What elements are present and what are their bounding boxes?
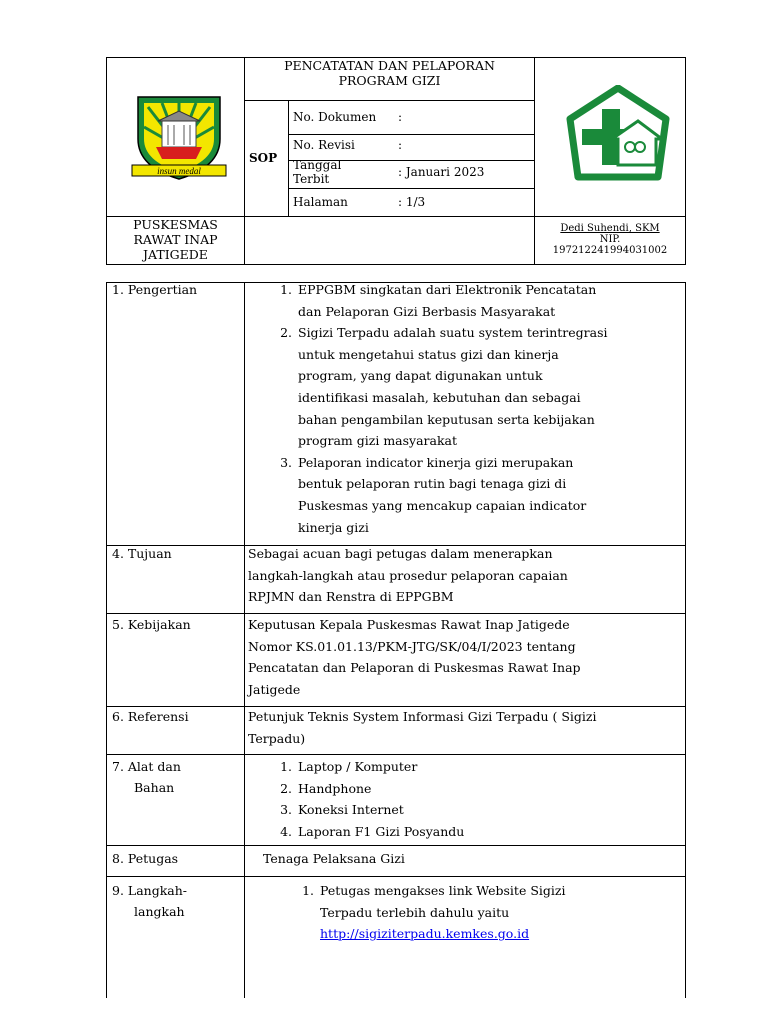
list-item: 3. Pelaporan indicator kinerja gizi merupakan bbox=[280, 454, 574, 470]
signer-name: Dedi Suhendi, SKM bbox=[560, 223, 660, 234]
field-no-revisi-value: : bbox=[398, 138, 403, 152]
label-referensi: 6. Referensi bbox=[112, 709, 189, 724]
sigizi-link[interactable]: http://sigiziterpadu.kemkes.go.id bbox=[320, 926, 530, 942]
org-line1: PUSKESMAS bbox=[133, 217, 218, 232]
signer-nip: 197212241994031002 bbox=[552, 245, 668, 256]
sop-body-table bbox=[106, 282, 686, 998]
list-item: 1. EPPGBM singkatan dari Elektronik Pencatatan bbox=[280, 282, 597, 297]
kebijakan-text: Keputusan Kepala Puskesmas Rawat Inap Jatigede Nomor KS.01.01.13/PKM-JTG/SK/04/I/2023 tentang Pencatatan dan Pelaporan di Puskesmas Rawat Inap Jatigede bbox=[248, 617, 581, 697]
label-petugas: 8. Petugas bbox=[112, 851, 179, 866]
org-line2: RAWAT INAP bbox=[133, 232, 218, 247]
sop-header bbox=[106, 57, 686, 264]
list-item: 1. Petugas mengakses link Website Sigizi bbox=[302, 883, 566, 898]
list-item: 1. Laptop / Komputer bbox=[280, 759, 418, 774]
doc-title-line1: PENCATATAN DAN PELAPORAN bbox=[284, 58, 495, 73]
field-halaman-value: : 1/3 bbox=[398, 195, 426, 209]
puskesmas-logo bbox=[558, 85, 678, 195]
list-item: 3. Koneksi Internet bbox=[280, 802, 404, 818]
referensi-text: Petunjuk Teknis System Informasi Gizi Terpadu ( Sigizi Terpadu) bbox=[248, 709, 597, 746]
sop-label: SOP bbox=[249, 151, 278, 165]
list-item: 2. Handphone bbox=[280, 780, 372, 796]
doc-title-line2: PROGRAM GIZI bbox=[338, 73, 441, 88]
list-item: 2. Sigizi Terpadu adalah suatu system terintregrasi bbox=[280, 325, 608, 341]
field-no-revisi-label: No. Revisi bbox=[293, 138, 355, 152]
logo-motto: insun medal bbox=[157, 166, 201, 176]
field-no-dokumen-label: No. Dokumen bbox=[293, 110, 377, 124]
alat-list bbox=[270, 756, 464, 842]
field-tanggal-terbit-value: : Januari 2023 bbox=[398, 165, 485, 179]
field-no-dokumen-value: : bbox=[398, 110, 403, 124]
regency-logo bbox=[126, 87, 232, 187]
label-kebijakan: 5. Kebijakan bbox=[112, 617, 191, 632]
list-item: 4. Laporan F1 Gizi Posyandu bbox=[280, 823, 465, 839]
label-pengertian: 1. Pengertian bbox=[112, 282, 198, 297]
field-tanggal-terbit-label: Tanggal Terbit bbox=[293, 158, 342, 186]
signer-nip-label: NIP. bbox=[599, 234, 621, 245]
field-halaman-label: Halaman bbox=[293, 195, 348, 209]
label-langkah: 9. Langkah- langkah bbox=[112, 883, 188, 919]
langkah-list: 1. Petugas mengakses link Website Sigizi Terpadu terlebih dahulu yaitu http://sigiziterpadu.kemkes.go.id bbox=[292, 880, 565, 945]
org-line3: JATIGEDE bbox=[143, 247, 208, 262]
petugas-text: Tenaga Pelaksana Gizi bbox=[263, 851, 405, 866]
label-tujuan: 4. Tujuan bbox=[112, 546, 172, 561]
label-alat-bahan: 7. Alat dan Bahan bbox=[112, 759, 181, 795]
pengertian-list: 1. EPPGBM singkatan dari Elektronik Pencatatan dan Pelaporan Gizi Berbasis Masyarakat 2. Sigizi Terpadu adalah suatu system terintregrasi untuk mengetahui status gizi dan kinerja program, yang dapat digunakan untuk identifikasi masalah, kebutuhan dan sebagai bahan pengambilan keputusan serta kebijakan program gizi masyarakat 3. Pelaporan indicator kinerja gizi merupakan bentuk pelaporan rutin bagi tenaga gizi di Puskesmas yang mencakup capaian indicator kinerja gizi bbox=[270, 279, 608, 538]
tujuan-text: Sebagai acuan bagi petugas dalam menerapkan langkah-langkah atau prosedur pelaporan capaian RPJMN dan Renstra di EPPGBM bbox=[248, 546, 568, 605]
